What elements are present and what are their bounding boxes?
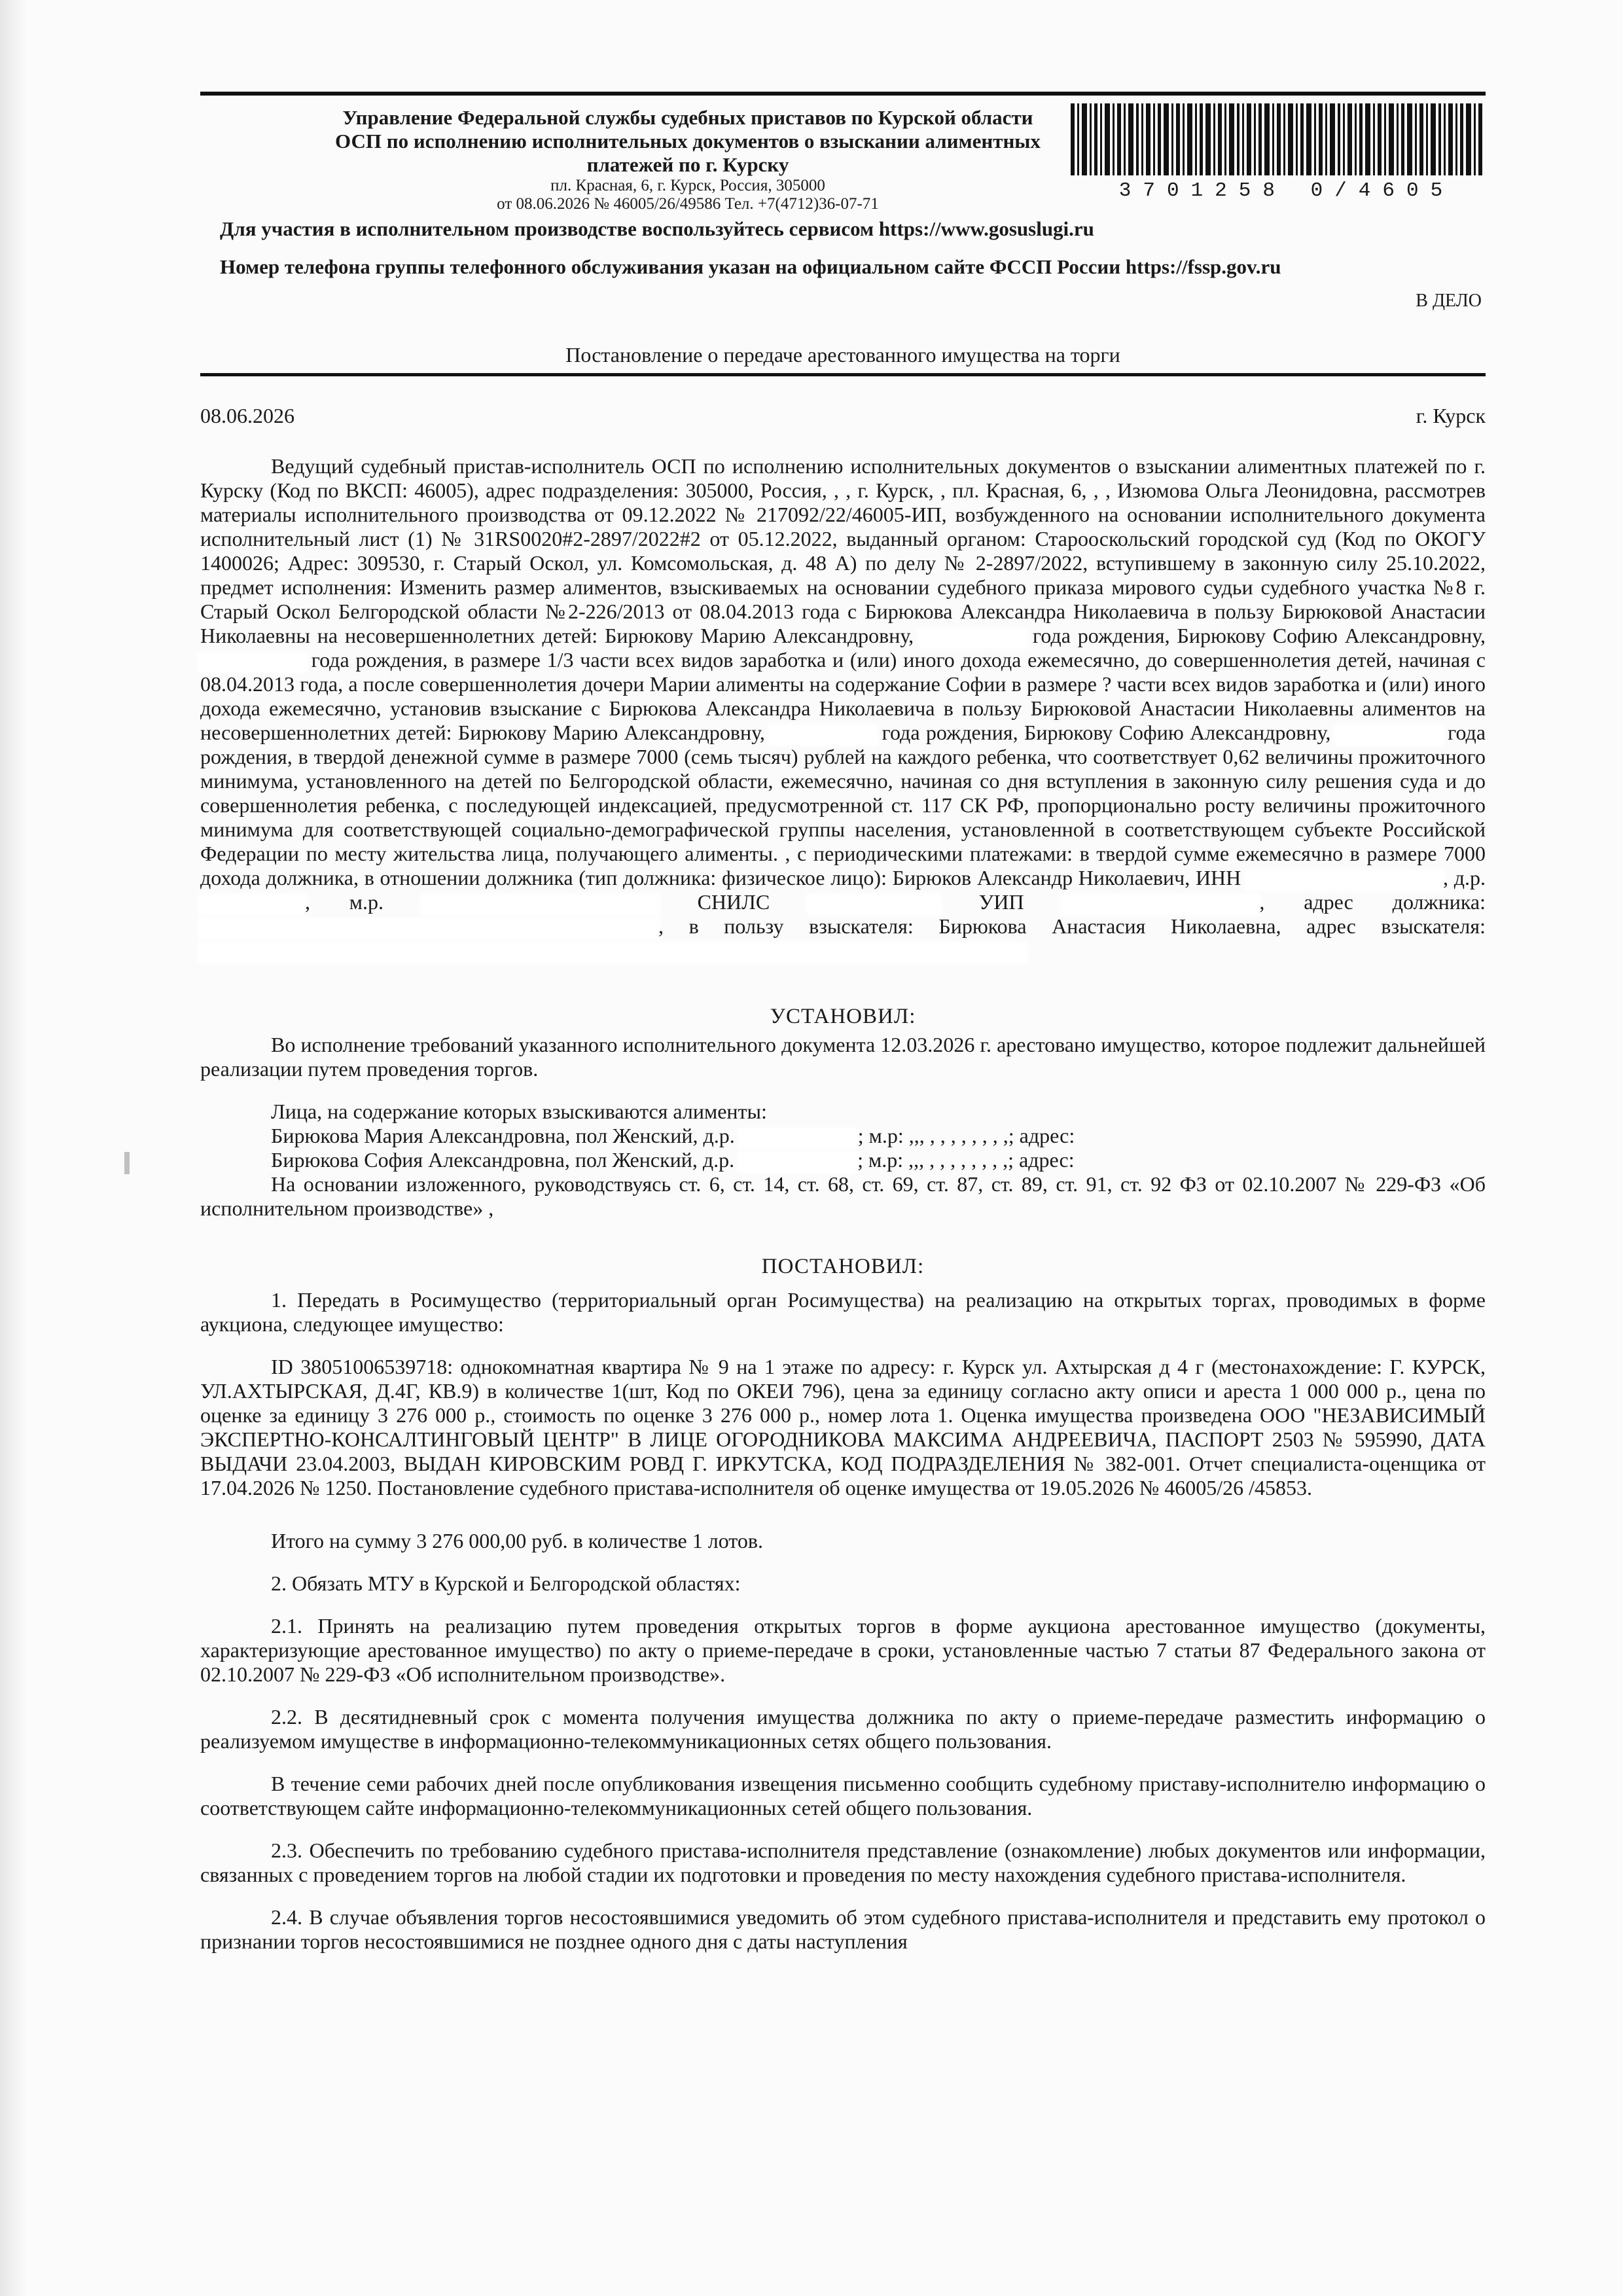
scan-artifact — [124, 1152, 130, 1174]
scan-edge — [0, 0, 26, 2296]
intro-paragraph — [200, 454, 1486, 963]
org-line-1: Управление Федеральной службы судебных приставов по Курской области — [342, 106, 1033, 129]
redacted-block — [921, 630, 1026, 647]
document-reference: от 08.06.2026 № 46005/26/49586 Тел. +7(4712)36-07-71 — [497, 195, 879, 213]
item-1: 1. Передать в Росимущество (территориальный орган Росимущества) на реализацию на открытых торгах, проводимых в форме аукциона, следующее имущество: — [200, 1288, 1486, 1336]
redacted-block — [809, 896, 940, 913]
property-description: ID 38051006539718: однокомнатная квартира № 9 на 1 этаже по адресу: г. Курск ул. Ахтырская д 4 г (местонахождение: Г. КУРСК, УЛ.АХТЫРСКАЯ, Д.4Г, КВ.9) в количестве 1(шт, Код по ОКЕИ 796), цена за единицу согласно акту описи и ареста 1 000 000 р., цена по оценке за единицу 3 276 000 р., стоимость по оценке 3 276 000 р., номер лота 1. Оценка имущества произведена ООО "НЕЗАВИСИМЫЙ ЭКСПЕРТНО-КОНСАЛТИНГОВЫЙ ЦЕНТР" В ЛИЦЕ ОГОРОДНИКОВА МАКСИМА АНДРЕЕВИЧА, ПАСПОРТ 2503 № 595990, ДАТА ВЫДАЧИ 23.04.2003, ВЫДАН КИРОВСКИМ РОВД Г. ИРКУТСКА, КОД ПОДРАЗДЕЛЕНИЯ № 382-001. Отчет специалиста-оценщика от 17.04.2026 № 1250. Постановление судебного пристава-исполнителя об оценке имущества от 19.05.2026 № 46005/26 /45853. — [200, 1355, 1486, 1499]
redacted-block — [1337, 726, 1442, 744]
heading-postanovil: ПОСТАНОВИЛ: — [761, 1255, 925, 1278]
item-2-2: 2.2. В десятидневный срок с момента получения имущества должника по акту о приеме-передаче разместить информацию о реализуемом имуществе в информационно-телекоммуникационных сетях общего пользования. — [200, 1705, 1486, 1753]
item-2-3: 2.3. Обеспечить по требованию судебного пристава-исполнителя представление (ознакомление) любых документов или информации, связанных с проведением торгов на любой стадии их подготовки и проведения по месту нахождения судебного пристава-исполнителя. — [200, 1839, 1486, 1886]
header-bottom-rule — [200, 373, 1486, 376]
barcode-number: 3701258 0/4605 — [1118, 179, 1455, 202]
item-2-1: 2.1. Принять на реализацию путем проведения открытых торгов в форме аукциона арестованное имущество (документы, характеризующие арестованное имущество) по акту о приеме-передаче в сроки, установленные частью 7 статьи 87 Федерального закона от 02.10.2007 № 229-ФЗ «Об исполнительном производстве». — [200, 1614, 1486, 1686]
date-place-line — [200, 404, 1486, 428]
gosuslugi-note: Для участия в исполнительном производстве воспользуйтесь сервисом https://www.gosuslugi.ru — [220, 217, 1094, 240]
item-2-2-b: В течение семи рабочих дней после опубликования извещения письменно сообщить судебному приставу-исполнителю информацию о соответствующем сайте информационно-телекоммуникационных сетей общего пользования. — [200, 1772, 1486, 1820]
child-2-name: Бирюкова София Александровна, пол Женский, д.р. — [271, 1148, 735, 1172]
child-1-details: ; м.р: ,,, , , , , , , , ,; адрес: — [857, 1124, 1075, 1147]
redacted-block — [200, 896, 305, 913]
letterhead — [200, 96, 1486, 279]
intro-text-4: года рождения, Бирюкову Софию Александровну, — [882, 721, 1331, 744]
document-body — [200, 92, 1486, 1954]
intro-text-10: , адрес должника: — [1259, 890, 1486, 914]
intro-text-1: Ведущий судебный пристав-исполнитель ОСП по исполнению исполнительных документов о взыскании алиментных платежей по г. Курску (Код по ВКСП: 46005), адрес подразделения: 305000, Россия, , , г. Курск, , пл. Красная, 6, , , Изюмова Ольга Леонидовна, рассмотрев материалы исполнительного производства от 09.12.2022 № 217092/22/46005-ИП, возбужденного на основании исполнительного документа исполнительный лист (1) № 31RS0020#2-2897/2022#2 от 05.12.2022, выданный органом: Старооскольский городской суд (Код по ОКОГУ 1400026; Адрес: 309530, г. Старый Оскол, ул. Комсомольская, д. 48 А) по делу № 2-2897/2022, вступившему в законную силу 25.10.2022, предмет исполнения: Изменить размер алиментов, взыскиваемых на основании судебного приказа мирового судьи судебного участка №8 г. Старый Оскол Белгородской области №2-226/2013 от 08.04.2013 года с Бирюкова Александра Николаевича в пользу Бирюковой Анастасии Николаевны на несовершеннолетних детей: Бирюкову Марию Александровну, — [200, 454, 1486, 647]
stamp-v-delo: В ДЕЛО — [1416, 291, 1482, 311]
phone-note: Номер телефона группы телефонного обслуживания указан на официальном сайте ФССП России https://fssp.gov.ru — [220, 255, 1281, 278]
child-1-name: Бирюкова Мария Александровна, пол Женский, д.р. — [271, 1124, 735, 1147]
redacted-block — [423, 896, 658, 913]
ustanovil-paragraph: Во исполнение требований указанного исполнительного документа 12.03.2026 г. арестовано имущество, которое подлежит дальнейшей реализации путем проведения торгов. — [200, 1033, 1486, 1081]
document-title: Постановление о передаче арестованного имущества на торги — [565, 343, 1120, 367]
intro-text-7: , м.р. — [305, 890, 384, 914]
redacted-block — [1063, 896, 1259, 913]
redacted-block — [771, 726, 876, 744]
child-2-details: ; м.р: ,,, , , , , , , , ,; адрес: — [857, 1148, 1075, 1172]
barcode-icon — [1071, 103, 1486, 175]
child-1-line — [200, 1124, 1486, 1148]
redacted-block — [200, 654, 305, 671]
org-line-2: ОСП по исполнению исполнительных документов о взыскании алиментных — [334, 130, 1041, 152]
redacted-block — [1247, 872, 1443, 889]
redacted-block — [200, 920, 658, 937]
org-line-3: платежей по г. Курску — [586, 153, 789, 176]
intro-text-11: , в пользу взыскателя: Бирюкова Анастасия Николаевна, адрес взыскателя: — [658, 914, 1486, 938]
heading-ustanovil: УСТАНОВИЛ: — [770, 1005, 916, 1028]
document-city: г. Курск — [1416, 404, 1486, 427]
child-2-line — [200, 1148, 1486, 1172]
intro-text-2: года рождения, Бирюкову Софию Александровну, — [1033, 624, 1486, 647]
item-2-4: 2.4. В случае объявления торгов несостоявшимися уведомить об этом судебного пристава-исполнителя и представить ему протокол о признании торгов несостоявшимися не позднее одного дня с даты наступления — [200, 1905, 1486, 1953]
children-label: Лица, на содержание которых взыскиваются алименты: — [271, 1100, 767, 1123]
total-line: Итого на сумму 3 276 000,00 руб. в количестве 1 лотов. — [271, 1529, 763, 1552]
item-2: 2. Обязать МТУ в Курской и Белгородской областях: — [271, 1571, 741, 1595]
intro-text-9: УИП — [978, 890, 1024, 914]
basis-paragraph: На основании изложенного, руководствуясь ст. 6, ст. 14, ст. 68, ст. 69, ст. 87, ст. 89, ст. 91, ст. 92 ФЗ от 02.10.2007 № 229-ФЗ «Об исполнительном производстве» , — [200, 1172, 1486, 1220]
document-date: 08.06.2026 — [200, 404, 294, 427]
intro-text-5: года рождения, в твердой денежной сумме в размере 7000 (семь тысяч) рублей на каждого ребенка, что соответствует 0,62 величины прожиточного минимума, установленного на детей по Белгородской области, ежемесячно, начиная со дня вступления в законную силу решения суда и до совершеннолетия ребенка, с последующей индексацией, предусмотренной ст. 117 СК РФ, пропорционально росту величины прожиточного минимума для соответствующей социально-демографической группы населения, установленной в соответствующем субъекте Российской Федерации по месту жительства лица, получающего алименты. , с периодическими платежами: в твердой сумме ежемесячно в размере 7000 дохода должника, в отношении должника (тип должника: физическое лицо): Бирюков Александр Николаевич, ИНН — [200, 721, 1486, 889]
org-address: пл. Красная, 6, г. Курск, Россия, 305000 — [550, 177, 825, 194]
redacted-block — [200, 944, 1025, 961]
redacted-block — [740, 1130, 858, 1147]
letterhead-org — [240, 106, 1136, 213]
redacted-block — [740, 1154, 857, 1171]
intro-text-3: года рождения, в размере 1/3 части всех видов заработка и (или) иного дохода ежемесячно, до совершеннолетия детей, начиная с 08.04.2013 года, а после совершеннолетия дочери Марии алименты на содержание Софии в размере ? части всех видов заработка и (или) иного дохода ежемесячно, установив взыскание с Бирюкова Александра Николаевича в пользу Бирюковой Анастасии Николаевны алиментов на несовершеннолетних детей: Бирюкову Марию Александровну, — [200, 648, 1486, 744]
intro-text-8: СНИЛС — [697, 890, 770, 914]
intro-text-6: , д.р. — [1443, 866, 1486, 889]
